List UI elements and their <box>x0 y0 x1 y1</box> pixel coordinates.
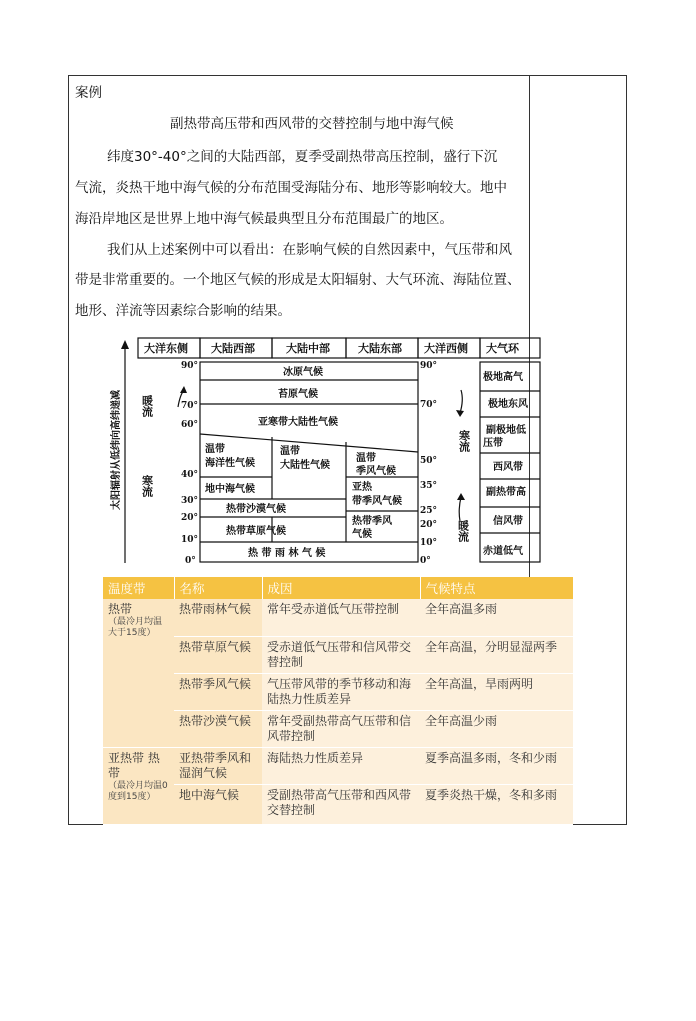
zone-savanna: 热带草原气候 <box>226 526 286 537</box>
cold-current-right: 寒流 <box>457 430 471 452</box>
zone-temp-continental: 温带 <box>280 446 300 457</box>
feature-cell: 夏季炎热干燥，冬和多雨 <box>420 784 573 824</box>
name-cell: 热带雨林气候 <box>174 599 262 636</box>
axis-label: 太阳辐射从低纬向高纬递减 <box>111 390 122 510</box>
climate-table <box>103 577 558 825</box>
lat-label: 90° <box>181 361 199 371</box>
zone-ice: 冰原气候 <box>283 367 323 378</box>
table-row <box>103 784 573 824</box>
zone-trop-monsoon: 气候 <box>352 529 372 540</box>
zone-temp-monsoon: 温带 <box>356 453 376 464</box>
lat-label: 10° <box>181 535 199 545</box>
name-cell: 地中海气候 <box>174 784 262 824</box>
lat-label: 0° <box>185 556 196 566</box>
zone-temp-monsoon: 季风气候 <box>356 466 396 477</box>
header-continent-west: 大陆西部 <box>211 342 255 355</box>
paragraph-line: 地形、洋流等因素综合影响的结果。 <box>75 303 291 319</box>
zone-rainforest: 热 带 雨 林 气 候 <box>248 548 326 559</box>
lat-label-right: 35° <box>420 481 438 491</box>
zone-mediterranean: 地中海气候 <box>205 484 255 495</box>
lat-label: 60° <box>181 420 199 430</box>
zone-trop-desert: 热带沙漠气候 <box>226 504 286 515</box>
belt-label: 副热带高 <box>486 487 526 498</box>
table-header-row <box>103 577 573 599</box>
header-ocean-east: 大洋东侧 <box>144 342 188 355</box>
zone-name: 亚热带 热带 <box>108 750 160 780</box>
table-row <box>103 747 573 784</box>
feature-cell: 全年高温少雨 <box>420 710 573 747</box>
lat-label: 40° <box>181 470 199 480</box>
table-row <box>103 636 573 673</box>
case-title: 副热带高压带和西风带的交替控制与地中海气候 <box>170 116 454 132</box>
zone-temp-marine: 海洋性气候 <box>205 458 255 469</box>
lat-label-right: 25° <box>420 506 438 516</box>
cold-current-left: 寒流 <box>140 475 154 497</box>
table-row <box>103 710 573 747</box>
header-cell: 成因 <box>262 577 420 599</box>
header-ocean-west: 大洋西侧 <box>424 342 468 355</box>
paragraph-line: 纬度30°-40°之间的大陆西部，夏季受副热带高压控制，盛行下沉 <box>107 149 498 165</box>
lat-label-right: 10° <box>420 538 438 548</box>
feature-cell: 夏季高温多雨，冬和少雨 <box>420 747 573 784</box>
lat-label: 70° <box>181 401 199 411</box>
lat-label-right: 70° <box>420 400 438 410</box>
paragraph-line: 带是非常重要的。一个地区气候的形成是太阳辐射、大气环流、海陆位置、 <box>75 272 521 288</box>
warm-current-left: 暖流 <box>140 395 154 417</box>
belt-label: 赤道低气 <box>483 546 523 557</box>
cause-cell: 海陆热力性质差异 <box>262 747 420 784</box>
name-cell: 热带草原气候 <box>174 636 262 673</box>
zone-subtrop-monsoon: 亚热 <box>352 482 372 493</box>
warm-current-right: 暖流 <box>456 520 470 542</box>
belt-label: 副极地低 <box>486 425 526 436</box>
belt-label: 极地高气 <box>483 372 523 383</box>
lat-label: 20° <box>181 513 199 523</box>
lat-label-right: 90° <box>420 361 438 371</box>
cause-cell: 受赤道低气压带和信风带交替控制 <box>262 636 420 673</box>
zone-name: 热带 <box>108 602 133 616</box>
zone-note: （最冷月均温0度到15度） <box>108 780 168 802</box>
header-cell: 温度带 <box>103 577 174 599</box>
lat-label-right: 0° <box>420 556 431 566</box>
header-cell: 气候特点 <box>420 577 573 599</box>
table-row <box>103 673 573 710</box>
zone-cell <box>103 599 174 747</box>
cause-cell: 常年受赤道低气压带控制 <box>262 599 420 636</box>
header-atmosphere: 大气环 <box>486 342 519 355</box>
feature-cell: 全年高温，分明显湿两季 <box>420 636 573 673</box>
name-cell: 热带季风气候 <box>174 673 262 710</box>
belt-label: 极地东风 <box>488 399 528 410</box>
zone-subtrop-monsoon: 带季风气候 <box>352 496 402 507</box>
zone-trop-monsoon: 热带季风 <box>352 516 392 527</box>
name-cell: 热带沙漠气候 <box>174 710 262 747</box>
cause-cell: 常年受副热带高气压带和信风带控制 <box>262 710 420 747</box>
climate-diagram <box>108 335 529 570</box>
lat-label-right: 50° <box>420 456 438 466</box>
paragraph-line: 气流，炎热干地中海气候的分布范围受海陆分布、地形等影响较大。地中 <box>75 180 507 196</box>
feature-cell: 全年高温多雨 <box>420 599 573 636</box>
zone-temp-marine: 温带 <box>205 444 225 455</box>
zone-temp-continental: 大陆性气候 <box>280 460 330 471</box>
feature-cell: 全年高温，旱雨两明 <box>420 673 573 710</box>
name-cell: 亚热带季风和湿润气候 <box>174 747 262 784</box>
zone-tundra: 苔原气候 <box>278 389 318 400</box>
cause-cell: 受副热带高气压带和西风带交替控制 <box>262 784 420 824</box>
zone-note: （最冷月均温大于15度） <box>108 617 163 638</box>
belt-label: 信风带 <box>493 516 523 527</box>
cause-cell: 气压带风带的季节移动和海陆热力性质差异 <box>262 673 420 710</box>
zone-subarctic: 亚寒带大陆性气候 <box>258 417 338 428</box>
paragraph-line: 海沿岸地区是世界上地中海气候最典型且分布范围最广的地区。 <box>75 211 453 227</box>
case-heading: 案例 <box>75 85 102 101</box>
belt-label: 西风带 <box>493 462 523 473</box>
belt-label: 压带 <box>483 438 503 449</box>
paragraph-line: 我们从上述案例中可以看出：在影响气候的自然因素中，气压带和风 <box>107 242 512 258</box>
header-continent-east: 大陆东部 <box>358 342 402 355</box>
lat-label-right: 20° <box>420 520 438 530</box>
table-row <box>103 599 573 636</box>
header-cell: 名称 <box>174 577 262 599</box>
header-continent-mid: 大陆中部 <box>286 342 330 355</box>
zone-cell <box>103 747 174 824</box>
lat-label: 30° <box>181 496 199 506</box>
